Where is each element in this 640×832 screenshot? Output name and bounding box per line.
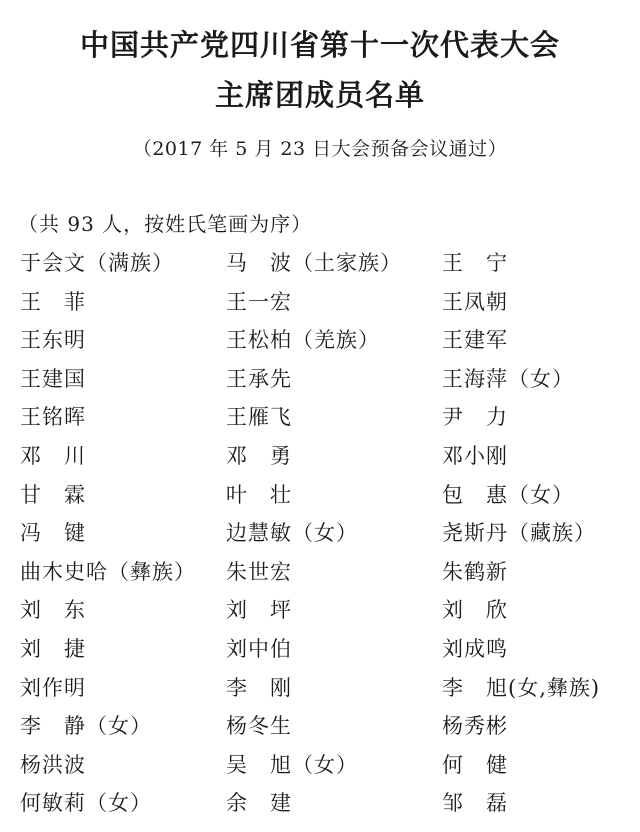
member-name: 何敏莉（女） — [20, 791, 152, 816]
name-row — [0, 283, 640, 322]
member-name: 尧斯丹（藏族） — [442, 521, 596, 546]
member-name: 王建军 — [442, 328, 508, 353]
member-name: 朱世宏 — [226, 559, 292, 584]
name-row — [0, 630, 640, 669]
member-name: 李 刚 — [226, 675, 292, 700]
member-name: 马 波（土家族） — [226, 251, 402, 275]
name-row — [0, 746, 640, 785]
member-name: 曲木史哈（彝族） — [20, 559, 196, 584]
member-name: 邹 磊 — [442, 791, 508, 816]
member-name: 王海萍（女） — [442, 366, 574, 391]
member-name: 刘 捷 — [20, 636, 86, 661]
member-name: 杨冬生 — [226, 714, 292, 739]
name-row — [0, 553, 640, 592]
name-row — [0, 360, 640, 399]
name-row — [0, 244, 640, 283]
name-row — [0, 437, 640, 476]
name-row — [0, 476, 640, 515]
member-name: 邓小刚 — [442, 443, 508, 468]
member-name: 刘 坪 — [226, 598, 292, 623]
member-name: 王凤朝 — [442, 289, 508, 314]
member-name: 杨秀彬 — [442, 714, 508, 739]
name-row — [0, 784, 640, 823]
member-name: 邓 川 — [20, 443, 86, 468]
member-name: 刘 欣 — [442, 598, 508, 623]
ordering-note: （共 93 人，按姓氏笔画为序） — [18, 212, 313, 236]
member-name: 王雁飞 — [226, 405, 292, 430]
member-name: 尹 力 — [442, 405, 508, 430]
member-name: 王铭晖 — [20, 405, 86, 430]
member-name: 邓 勇 — [226, 443, 292, 468]
member-name: 朱鹤新 — [442, 559, 508, 584]
member-name: 杨洪波 — [20, 752, 86, 777]
name-row — [0, 514, 640, 553]
name-row — [0, 398, 640, 437]
name-row — [0, 707, 640, 746]
name-row — [0, 669, 640, 708]
member-name: 冯 键 — [20, 521, 86, 546]
member-name: 王承先 — [226, 366, 292, 391]
member-name: 刘中伯 — [226, 636, 292, 661]
member-name: 刘成鸣 — [442, 636, 508, 661]
member-name: 王松柏（羌族） — [226, 328, 380, 353]
member-name: 于会文（满族） — [20, 251, 174, 275]
document-title-line2: 主席团成员名单 — [214, 78, 425, 112]
member-name-list — [0, 244, 640, 823]
member-name: 李 旭(女,彝族) — [442, 675, 601, 700]
member-name: 甘 霖 — [20, 482, 86, 507]
member-name: 何 健 — [442, 752, 508, 777]
member-name: 刘 东 — [20, 598, 86, 623]
member-name: 王 菲 — [20, 289, 86, 314]
member-name: 余 建 — [226, 791, 292, 816]
document-title-line1: 中国共产党四川省第十一次代表大会 — [79, 28, 560, 62]
member-name: 包 惠（女） — [442, 482, 574, 507]
member-name: 王 宁 — [442, 251, 508, 275]
member-name: 王建国 — [20, 366, 86, 391]
member-name: 王东明 — [20, 328, 86, 353]
member-name: 王一宏 — [226, 289, 292, 314]
name-row — [0, 591, 640, 630]
member-name: 吴 旭（女） — [226, 752, 358, 777]
member-name: 边慧敏（女） — [226, 521, 358, 546]
member-name: 刘作明 — [20, 675, 86, 700]
name-row — [0, 321, 640, 360]
document-subtitle: （2017 年 5 月 23 日大会预备会议通过） — [132, 138, 508, 160]
member-name: 叶 壮 — [226, 482, 292, 507]
member-name: 李 静（女） — [20, 714, 152, 739]
